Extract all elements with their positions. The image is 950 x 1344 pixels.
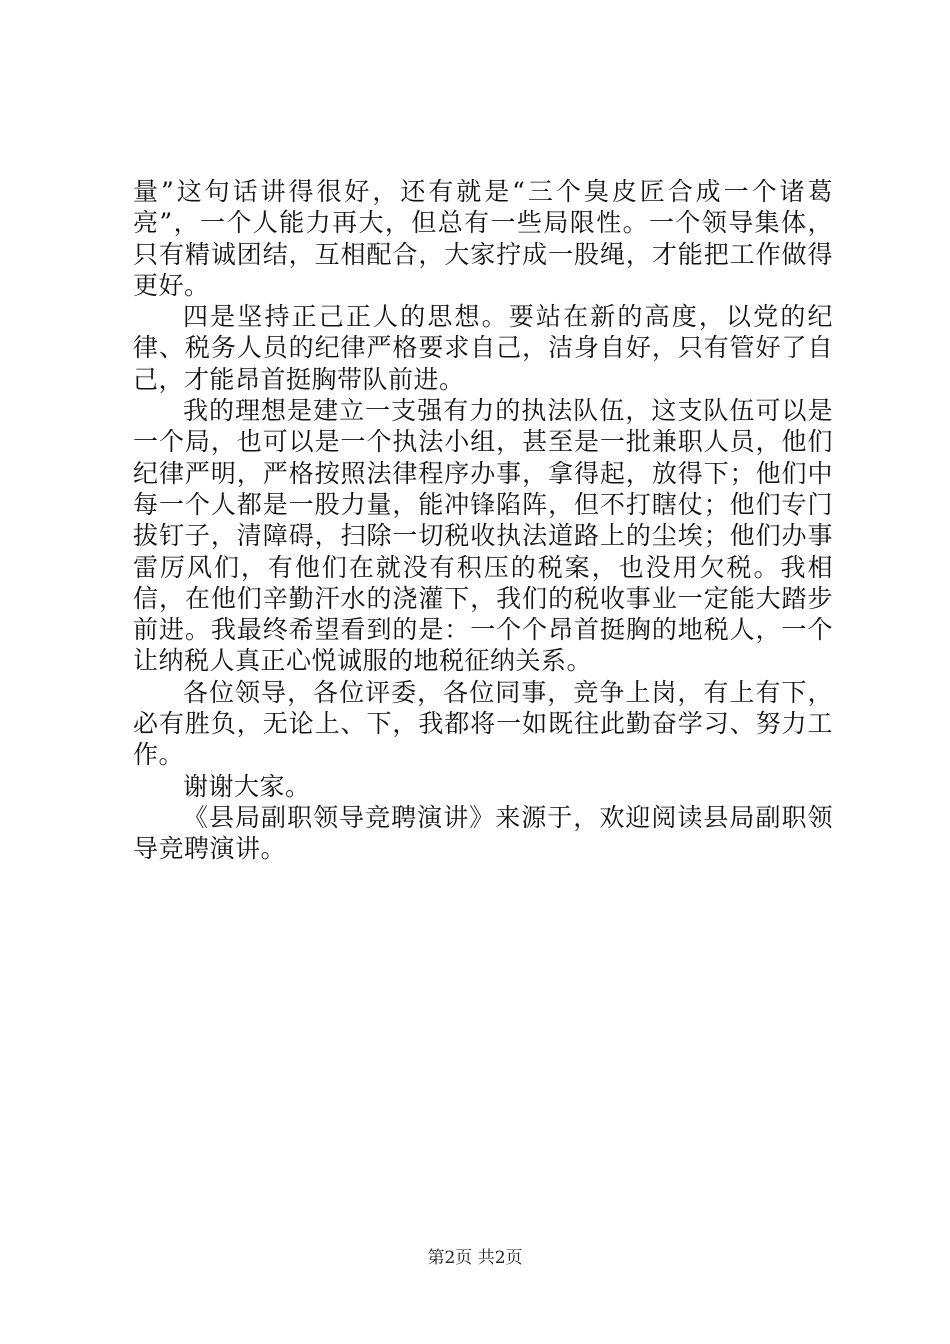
page-footer: 第2页 共2页: [427, 1248, 523, 1268]
paragraph-3: 我的理想是建立一支强有力的执法队伍，这支队伍可以是一个局，也可以是一个执法小组，甚至是一批兼职人员，他们纪律严明，严格按照法律程序办事，拿得起，放得下；他们中每一个人都是一股力量，能冲锋陷阵，但不打瞎仗；他们专门拔钉子，清障碍，扫除一切税收执法道路上的尘埃；他们办事雷厉风们，有他们在就没有积压的税案，也没用欠税。我相信，在他们辛勤汗水的浇灌下，我们的税收事业一定能大踏步前进。我最终希望看到的是：一个个昂首挺胸的地税人，一个让纳税人真正心悦诚服的地税征纳关系。: [133, 396, 833, 676]
document-body: [133, 176, 833, 865]
paragraph-1: 量”这句话讲得很好，还有就是“三个臭皮匠合成一个诸葛亮”，一个人能力再大，但总有一些局限性。一个领导集体，只有精诚团结，互相配合，大家拧成一股绳，才能把工作做得更好。: [133, 177, 833, 300]
paragraph-5: 谢谢大家。: [183, 771, 311, 801]
paragraph-6: 《县局副职领导竞聘演讲》来源于，欢迎阅读县局副职领导竞聘演讲。: [133, 802, 833, 864]
paragraph-2: 四是坚持正己正人的思想。要站在新的高度，以党的纪律、税务人员的纪律严格要求自己，洁身自好，只有管好了自己，才能昂首挺胸带队前进。: [133, 302, 833, 394]
paragraph-4: 各位领导，各位评委，各位同事，竞争上岗，有上有下，必有胜负，无论上、下，我都将一如既往此勤奋学习、努力工作。: [133, 677, 833, 770]
